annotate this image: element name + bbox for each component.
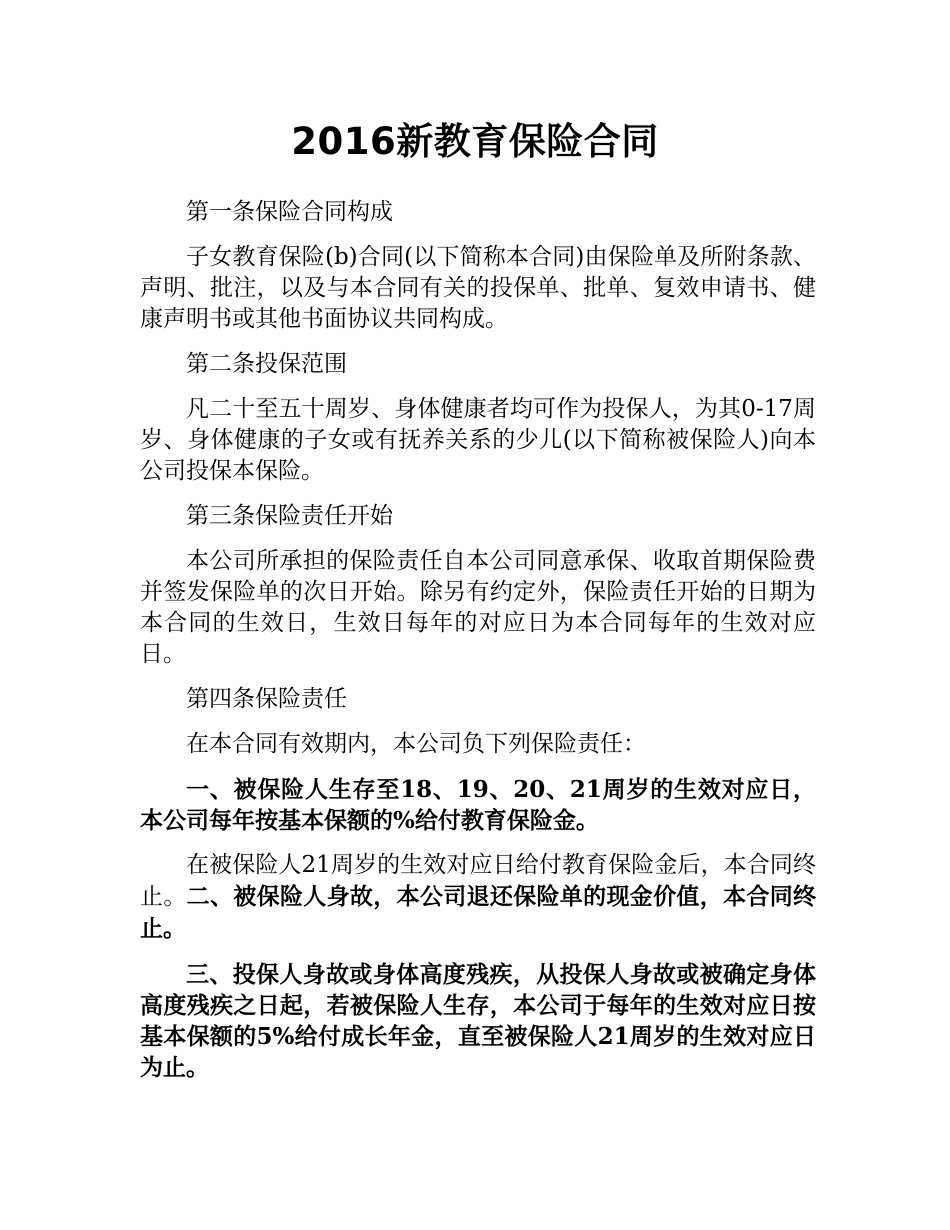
document-title: 2016新教育保险合同: [291, 120, 659, 163]
article-4-intro: 在本合同有效期内，本公司负下列保险责任：: [186, 731, 646, 757]
article-2-heading: 第二条投保范围: [186, 351, 347, 377]
document-body: [140, 197, 816, 1097]
article-1-heading: 第一条保险合同构成: [186, 199, 393, 225]
article-3-heading: 第三条保险责任开始: [186, 503, 393, 529]
clause-3-growth-annuity: 三、投保人身故或身体高度残疾，从投保人身故或被确定身体高度残疾之日起，若被保险人生存，本公司于每年的生效对应日按基本保额的5%给付成长年金，直至被保险人21周岁的生效对应日为止。: [140, 961, 816, 1081]
termination-text: 在被保险人21周岁的生效对应日给付教育保险金后，本合同终止。: [140, 852, 816, 910]
clause-2-death-benefit: 二、被保险人身故，本公司退还保险单的现金价值，本合同终止。: [140, 883, 817, 942]
article-3-text: 本公司所承担的保险责任自本公司同意承保、收取首期保险费并签发保险单的次日开始。除另有约定外，保险责任开始的日期为本合同的生效日，生效日每年的对应日为本合同每年的生效对应日。: [140, 548, 816, 667]
article-1-text: 子女教育保险(b)合同(以下简称本合同)由保险单及所附条款、声明、批注，以及与本合同有关的投保单、批单、复效申请书、健康声明书或其他书面协议共同构成。: [140, 244, 816, 332]
article-4-heading: 第四条保险责任: [186, 686, 347, 712]
clause-1-education-benefit: 一、被保险人生存至18、19、20、21周岁的生效对应日，本公司每年按基本保额的%给付教育保险金。: [140, 776, 816, 834]
article-2-text: 凡二十至五十周岁、身体健康者均可作为投保人，为其0-17周岁、身体健康的子女或有抚养关系的少儿(以下简称被保险人)向本公司投保本保险。: [140, 396, 816, 484]
clause-termination-paragraph: [140, 850, 816, 945]
